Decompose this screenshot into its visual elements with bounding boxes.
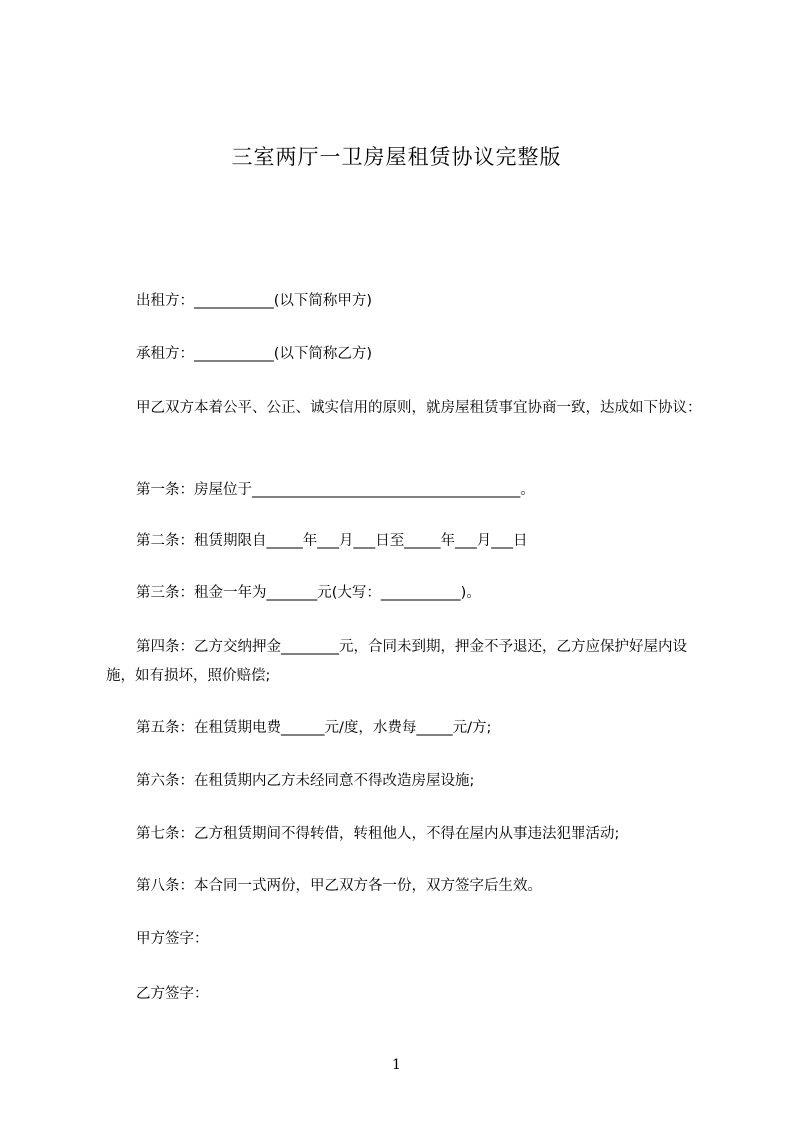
party-b-signature: 乙方签字： [136, 986, 209, 1002]
lessee-line: 承租方：___________(以下简称乙方) [136, 346, 373, 362]
party-a-signature: 甲方签字： [136, 931, 209, 947]
clause-1: 第一条：房屋位于_____________________________________。 [136, 482, 535, 498]
clause-6: 第六条：在租赁期内乙方未经同意不得改造房屋设施; [136, 773, 475, 789]
lessor-line: 出租方：___________(以下简称甲方) [136, 293, 373, 309]
clause-8: 第八条：本合同一式两份，甲乙双方各一份，双方签字后生效。 [136, 878, 542, 894]
document-title: 三室两厅一卫房屋租赁协议完整版 [231, 145, 562, 169]
clause-4: 第四条：乙方交纳押金________元，合同未到期，押金不予退还，乙方应保护好屋内设施，如有损坏，照价赔偿; [106, 639, 687, 684]
clause-7: 第七条：乙方租赁期间不得转借，转租他人，不得在屋内从事违法犯罪活动; [136, 826, 620, 842]
preamble-paragraph: 甲乙双方本着公平、公正、诚实信用的原则，就房屋租赁事宜协商一致，达成如下协议： [136, 400, 702, 416]
clause-2: 第二条：租赁期限自_____年___月___日至_____年___月___日 [136, 533, 528, 549]
clause-3: 第三条：租金一年为_______元(大写：___________)。 [136, 585, 481, 601]
page-number: 1 [392, 1057, 401, 1073]
clause-5: 第五条：在租赁期电费______元/度，水费每_____元/方; [136, 720, 492, 736]
